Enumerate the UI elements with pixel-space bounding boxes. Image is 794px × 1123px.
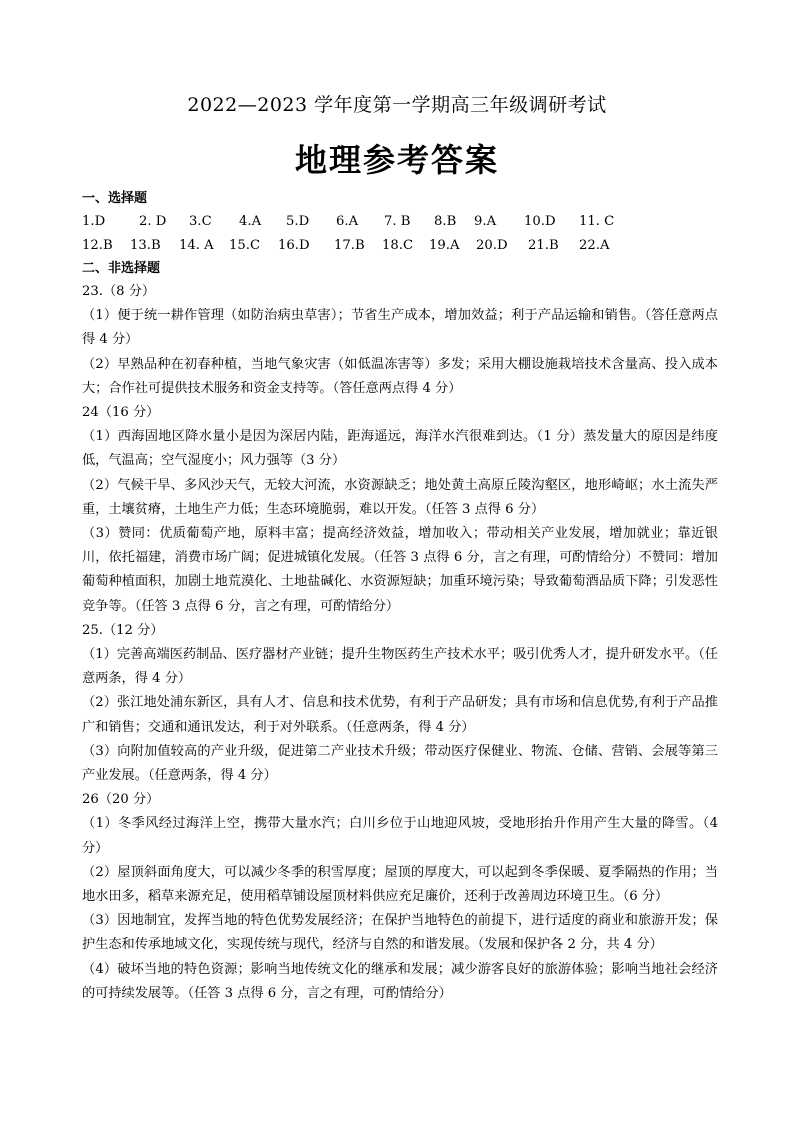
answer-26-1: （1）冬季风经过海洋上空，携带大量水汽；白川乡位于山地迎风坡，受地形抬升作用产生大量的降雪。（4 分）: [82, 816, 718, 856]
answer-26-4: （4）破坏当地的特色资源；影响当地传统文化的继承和发展；减少游客良好的旅游体验；影响当地社会经济的可持续发展等。（任答 3 点得 6 分，言之有理，可酌情给分）: [82, 961, 718, 1001]
choice-answer: 6.A: [336, 214, 359, 229]
answer-25-3: （3）向附加值较高的产业升级，促进第二产业技术升级；带动医疗保健业、物流、仓储、营销、会展等第三产业发展。（任意两条，得 4 分）: [82, 743, 718, 784]
choice-answer-row-2: [82, 234, 718, 258]
choice-answer: 2. D: [139, 214, 167, 229]
choice-answer: 7. B: [384, 214, 411, 229]
question-23-title: 23.（8 分）: [82, 284, 156, 299]
answer-26-2: （2）屋顶斜面角度大，可以减少冬季的积雪厚度；屋顶的厚度大，可以起到冬季保暖、夏季隔热的作用；当地水田多，稻草来源充足，使用稻草铺设屋顶材料供应充足廉价，还利于改善周边环境卫生。（6 分）: [82, 864, 718, 905]
answer-25-1: （1）完善高端医药制品、医疗器材产业链；提升生物医药生产技术水平；吸引优秀人才，提升研发水平。（任意两条，得 4 分）: [82, 647, 718, 687]
question-24-title: 24（16 分）: [82, 405, 160, 421]
answer-24-1: （1）西海固地区降水量小是因为深居内陆，距海遥远，海洋水汽很难到达。（1 分）蒸发量大的原因是纬度低，气温高；空气湿度小；风力强等（3 分）: [82, 429, 718, 469]
choice-answer: 21.B: [528, 238, 559, 253]
answer-25-2: （2）张江地处浦东新区，具有人才、信息和技术优势，有利于产品研发；具有市场和信息优势,有利于产品推广和销售；交通和通讯发达，利于对外联系。（任意两条，得 4 分）: [82, 695, 718, 735]
exam-title: 2022—2023 学年度第一学期高三年级调研考试: [187, 94, 607, 116]
choice-answer: 14. A: [179, 238, 214, 253]
choice-answer: 11. C: [579, 214, 615, 229]
section-heading-nonchoice: 二、非选择题: [82, 261, 161, 276]
choice-answer: 9.A: [474, 214, 497, 229]
choice-answer: 16.D: [278, 238, 310, 253]
answer-content: [82, 188, 718, 1006]
question-26-title: 26（20 分）: [82, 792, 160, 808]
choice-answer: 15.C: [229, 238, 261, 253]
choice-answer: 22.A: [579, 238, 610, 253]
choice-answer: 3.C: [189, 214, 212, 229]
choice-answer: 18.C: [382, 238, 414, 253]
question-25-title: 25.（12 分）: [82, 622, 164, 638]
answer-23-2: （2）早熟品种在初春种植，当地气象灾害（如低温冻害等）多发；采用大棚设施栽培技术含量高、投入成本大；合作社可提供技术服务和资金支持等。（答任意两点得 4 分）: [82, 356, 718, 396]
choice-answer: 17.B: [334, 238, 365, 253]
choice-answer: 10.D: [524, 214, 556, 229]
answer-23-1: （1）便于统一耕作管理（如防治病虫草害）；节省生产成本，增加效益；利于产品运输和销售。（答任意两点得 4 分）: [82, 308, 718, 348]
answer-24-3: （3）赞同：优质葡萄产地，原料丰富；提高经济效益，增加收入；带动相关产业发展，增加就业；靠近银川，依托福建，消费市场广阔；促进城镇化发展。（任答 3 点得 6 分，言之有理，可酌情给分）不赞同：增加葡萄种植面积，加剧土地荒漠化、土地盐碱化、水资源短缺；加重环境污染；导致葡萄酒品质下降；引发恶性竞争等。（任答 3 点得 6 分，言之有理，可酌情给分）: [82, 526, 718, 614]
answer-26-3: （3）因地制宜，发挥当地的特色优势发展经济；在保护当地特色的前提下，进行适度的商业和旅游开发；保护生态和传承地域文化，实现传统与现代，经济与自然的和谐发展。（发展和保护各 2 分，共 4 分）: [82, 913, 718, 953]
choice-answer: 19.A: [429, 238, 460, 253]
subject-title: 地理参考答案: [294, 141, 499, 179]
section-heading-choice: 一、选择题: [82, 191, 148, 206]
choice-answer: 5.D: [286, 214, 310, 229]
choice-answer: 20.D: [476, 238, 508, 253]
choice-answer: 13.B: [130, 238, 161, 253]
answer-24-2: （2）气候干旱、多风沙天气，无较大河流，水资源缺乏；地处黄土高原丘陵沟壑区，地形崎岖；水土流失严重，土壤贫瘠，土地生产力低；生态环境脆弱，难以开发。（任答 3 点得 6 分）: [82, 477, 718, 517]
choice-answer: 12.B: [82, 238, 113, 253]
choice-answer: 1.D: [82, 214, 106, 229]
choice-answer-row-1: [82, 210, 718, 234]
choice-answer: 4.A: [239, 214, 262, 229]
choice-answer: 8.B: [434, 214, 457, 229]
